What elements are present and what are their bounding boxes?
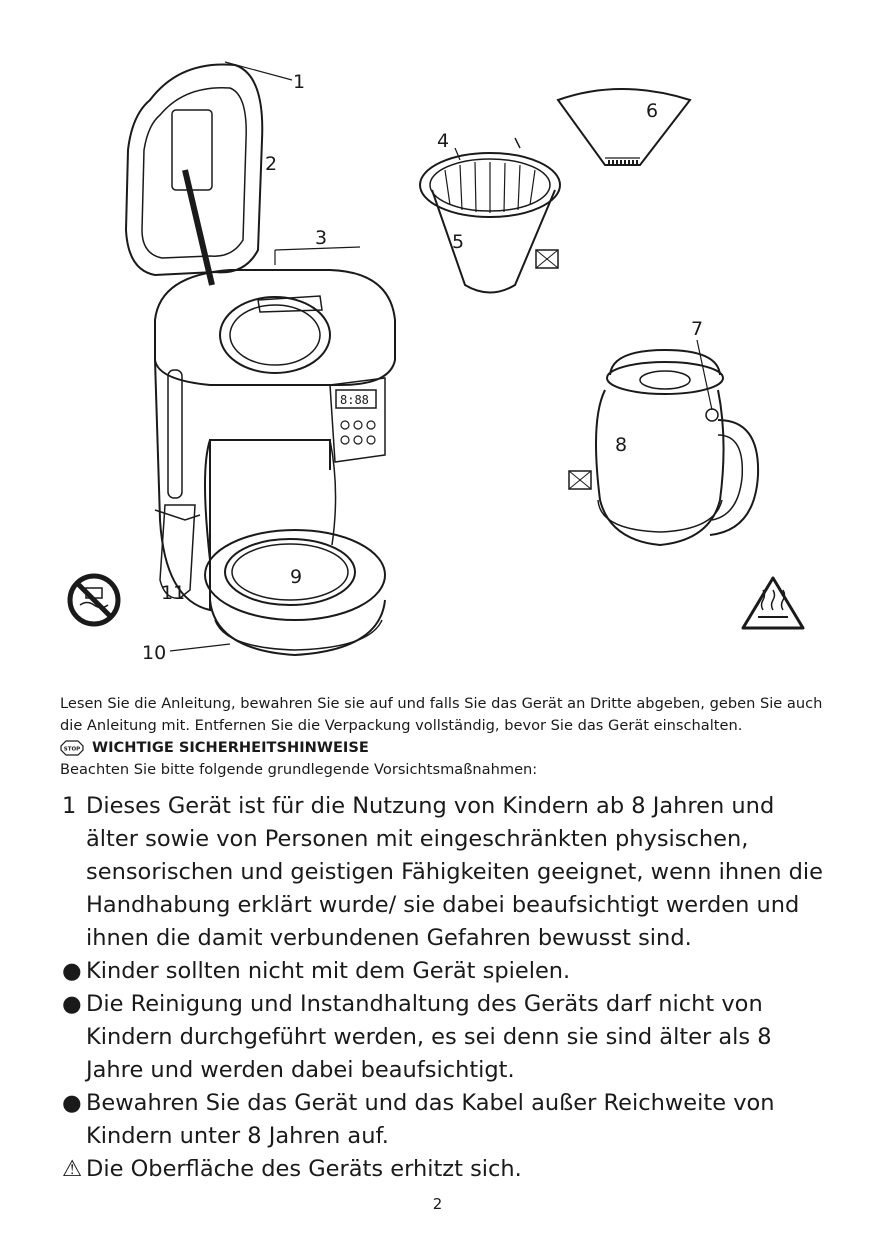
- paper-filter-drawing: [558, 89, 690, 165]
- coffee-machine-drawing: [126, 64, 395, 655]
- callout-8: 8: [615, 434, 628, 456]
- dishwasher-safe-icon-filter: [536, 250, 558, 268]
- svg-text:8:88: 8:88: [340, 393, 369, 407]
- callout-3: 3: [315, 227, 328, 249]
- item-text: Kinder sollten nicht mit dem Gerät spielen.: [86, 958, 571, 984]
- callout-11: 11: [161, 582, 186, 604]
- list-item: [62, 988, 832, 1087]
- safety-heading: [60, 737, 830, 759]
- item-text: Die Oberfläche des Geräts erhitzt sich.: [86, 1156, 522, 1182]
- item-text: Bewahren Sie das Gerät und das Kabel außer Reichweite von Kindern unter 8 Jahren auf.: [86, 1090, 775, 1149]
- filter-basket-drawing: [420, 138, 560, 293]
- hot-surface-warning-icon: [743, 578, 803, 628]
- item-text: Dieses Gerät ist für die Nutzung von Kindern ab 8 Jahren und älter sowie von Personen mit eingeschränkten physischen, sensorischen und geistigen Fähigkeiten geeignet, wenn ihnen die Handhabung erklärt wurde/ sie dabei beaufsichtigt werden und ihnen die damit verbundenen Gefahren bewusst sind.: [86, 793, 823, 951]
- intro-section: [60, 693, 830, 781]
- callout-6: 6: [646, 100, 659, 122]
- callout-7: 7: [691, 318, 704, 340]
- page-number: 2: [432, 1195, 443, 1213]
- bullet-icon: ●: [62, 958, 82, 984]
- warning-icon: ⚠: [62, 1156, 83, 1182]
- bullet-icon: ●: [62, 1090, 82, 1116]
- callout-9: 9: [290, 566, 303, 588]
- precaution-text: Beachten Sie bitte folgende grundlegende Vorsichtsmaßnahmen:: [60, 761, 538, 778]
- bullet-icon: ●: [62, 991, 82, 1017]
- callout-1: 1: [293, 71, 306, 93]
- no-immersion-icon: [70, 576, 118, 624]
- intro-paragraph: Lesen Sie die Anleitung, bewahren Sie sie auf und falls Sie das Gerät an Dritte abgeben, geben Sie auch die Anleitung mit. Entfernen Sie die Verpackung vollständig, bevor Sie das Gerät einschalten.: [60, 695, 823, 734]
- callout-5: 5: [452, 231, 465, 253]
- svg-text:STOP: STOP: [63, 746, 81, 753]
- list-item: [62, 1153, 832, 1186]
- dishwasher-safe-icon-carafe: [569, 471, 591, 489]
- callout-10: 10: [142, 642, 167, 664]
- callout-4: 4: [437, 130, 450, 152]
- list-item: [62, 1087, 832, 1153]
- safety-heading-text: WICHTIGE SICHERHEITSHINWEISE: [92, 739, 369, 756]
- list-item: [62, 790, 832, 955]
- list-item: [62, 955, 832, 988]
- stop-icon: [60, 740, 84, 756]
- item-text: Die Reinigung und Instandhaltung des Geräts darf nicht von Kindern durchgeführt werden, es sei denn sie sind älter als 8 Jahre und werden dabei beaufsichtigt.: [86, 991, 772, 1083]
- safety-list: [62, 790, 832, 1186]
- item-number: 1: [62, 793, 77, 819]
- callout-2: 2: [265, 153, 278, 175]
